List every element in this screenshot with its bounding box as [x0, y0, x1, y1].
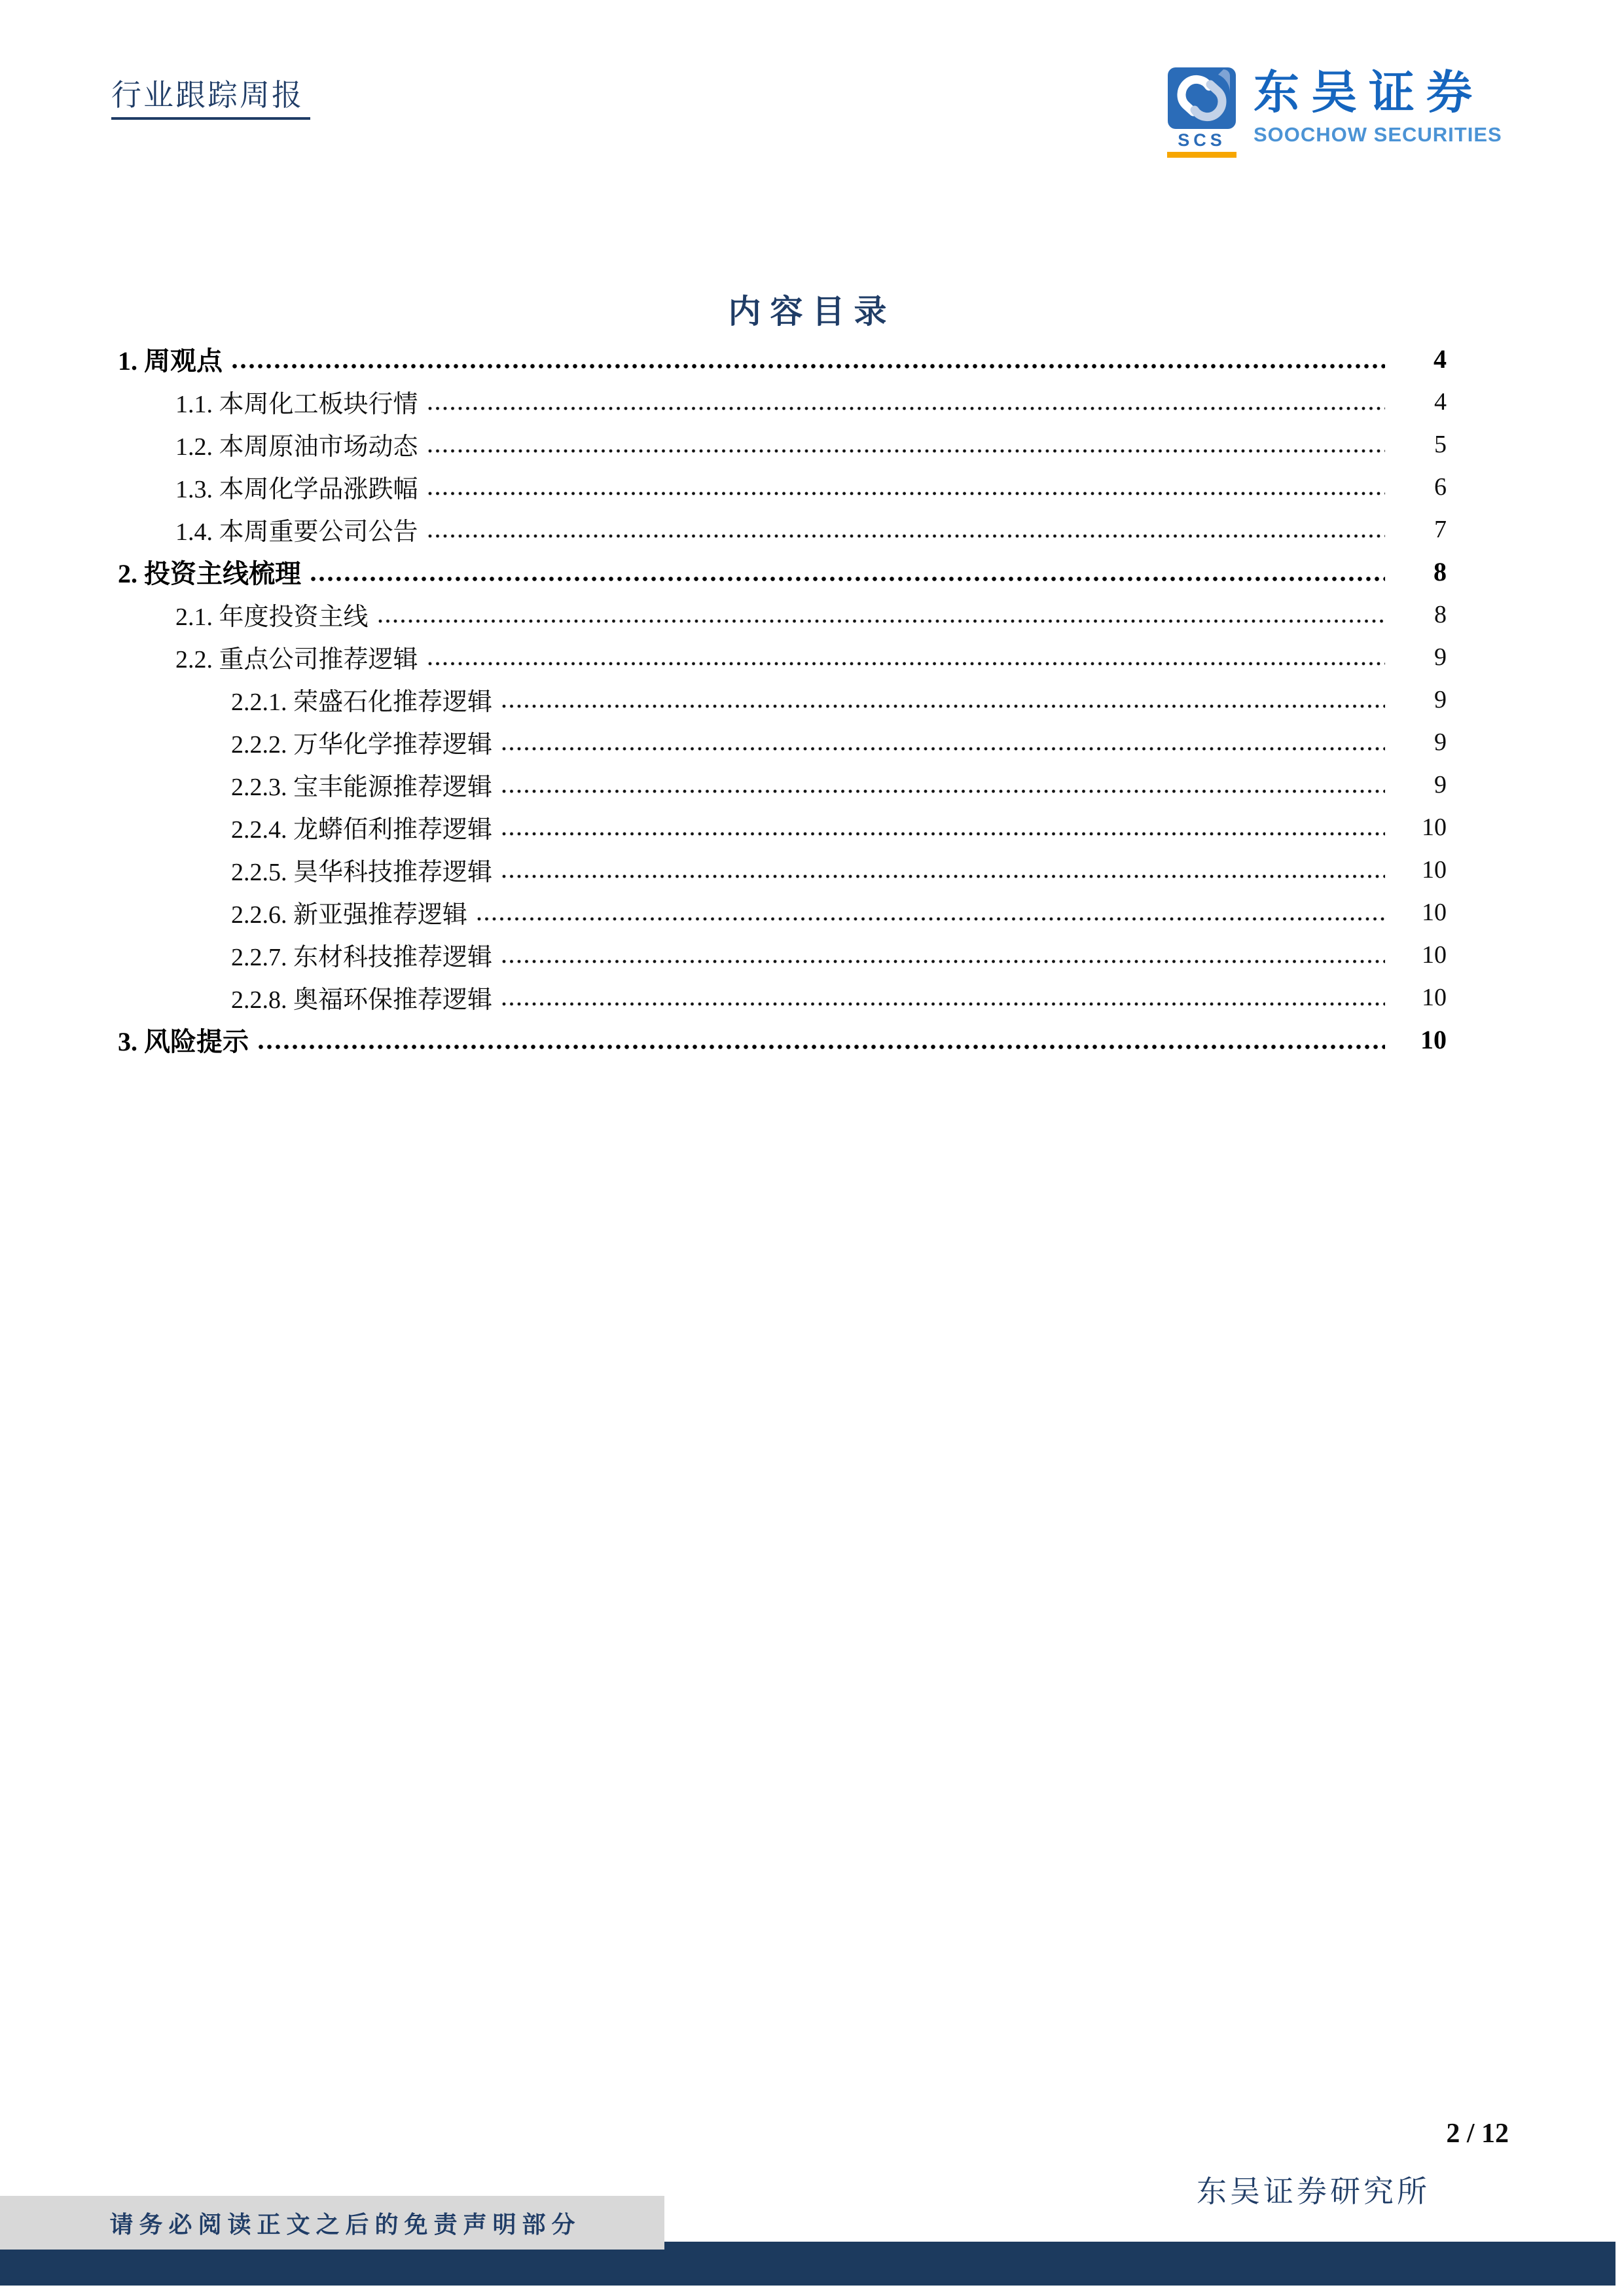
toc-entry-label: 2.2.8. 奥福环保推荐逻辑 — [231, 986, 493, 1014]
toc-row[interactable] — [108, 508, 1447, 550]
toc-leader-dots — [427, 533, 1385, 539]
footer-disclaimer-text: 请务必阅读正文之后的免责声明部分 — [109, 2211, 581, 2238]
toc-row[interactable] — [108, 721, 1447, 763]
toc-leader-dots — [501, 831, 1385, 836]
toc-page-number: 10 — [1422, 983, 1447, 1011]
toc-entry-label: 1.1. 本周化工板块行情 — [175, 391, 418, 418]
toc-entry-label: 3. 风险提示 — [118, 1027, 249, 1056]
toc-page-number: 4 — [1434, 387, 1447, 416]
toc-page-number: 9 — [1434, 643, 1447, 671]
toc-entry-label: 2.2.5. 昊华科技推荐逻辑 — [231, 859, 493, 886]
toc-row[interactable] — [108, 593, 1447, 636]
toc-page-number: 7 — [1434, 515, 1447, 543]
toc-entry-label: 2.2.6. 新亚强推荐逻辑 — [231, 901, 468, 929]
toc-leader-dots — [378, 619, 1385, 624]
toc-page-number: 10 — [1422, 855, 1447, 884]
toc-row[interactable] — [108, 933, 1447, 976]
toc-row[interactable] — [108, 806, 1447, 848]
toc-page-number: 9 — [1434, 728, 1447, 756]
toc-leader-dots — [501, 959, 1385, 964]
toc-entry-label: 2.2.3. 宝丰能源推荐逻辑 — [231, 774, 493, 801]
toc-row[interactable] — [108, 465, 1447, 508]
toc-leader-dots — [427, 661, 1385, 666]
toc-page-number: 5 — [1434, 430, 1447, 458]
toc-entry-label: 1.2. 本周原油市场动态 — [175, 433, 418, 461]
company-logo — [1167, 67, 1502, 158]
toc-page-number: 10 — [1420, 1025, 1447, 1054]
logo-company-name-en: SOOCHOW SECURITIES — [1254, 123, 1502, 146]
toc-page-number: 4 — [1434, 344, 1447, 374]
toc-entry-label: 2.2.1. 荣盛石化推荐逻辑 — [231, 689, 493, 716]
toc-leader-dots — [501, 746, 1385, 751]
toc-page-number: 9 — [1434, 685, 1447, 713]
toc-leader-dots — [427, 406, 1385, 411]
toc-leader-dots — [258, 1044, 1385, 1050]
toc-entry-label: 1.3. 本周化学品涨跌幅 — [175, 476, 418, 503]
logo-company-name-cn: 东吴证券 — [1254, 68, 1484, 118]
footer-institute: 东吴证券研究所 — [1197, 2175, 1430, 2208]
toc-entry-label: 2.2.4. 龙蟒佰利推荐逻辑 — [231, 816, 493, 844]
toc-page-number: 8 — [1434, 557, 1447, 586]
footer-disclaimer-bar — [0, 2196, 664, 2250]
toc-page-number: 8 — [1434, 600, 1447, 628]
toc-leader-dots — [477, 916, 1385, 922]
toc-leader-dots — [501, 704, 1385, 709]
toc-page-number: 10 — [1422, 898, 1447, 926]
toc-row[interactable] — [108, 550, 1447, 593]
toc-entry-label: 2. 投资主线梳理 — [118, 559, 301, 588]
toc-leader-dots — [501, 789, 1385, 794]
toc-row[interactable] — [108, 976, 1447, 1018]
toc-row[interactable] — [108, 636, 1447, 678]
report-type-label: 行业跟踪周报 — [111, 77, 310, 120]
toc-entry-label: 2.2.2. 万华化学推荐逻辑 — [231, 731, 493, 759]
toc-entry-label: 2.1. 年度投资主线 — [175, 603, 369, 631]
logo-orange-bar — [1167, 152, 1236, 158]
toc-page-number: 6 — [1434, 473, 1447, 501]
logo-wordmark — [1254, 67, 1502, 147]
scs-logo-icon — [1167, 67, 1236, 130]
toc-row[interactable] — [108, 848, 1447, 891]
toc-row[interactable] — [108, 380, 1447, 423]
toc-leader-dots — [501, 874, 1385, 879]
toc-leader-dots — [427, 491, 1385, 496]
logo-mark — [1167, 67, 1236, 158]
toc-list — [108, 338, 1447, 1061]
toc-leader-dots — [501, 1001, 1385, 1007]
toc-row[interactable] — [108, 423, 1447, 465]
toc-page-number: 9 — [1434, 770, 1447, 798]
footer-page-indicator: 2 / 12 — [1446, 2119, 1509, 2149]
toc-entry-label: 1. 周观点 — [118, 346, 223, 376]
toc-page-number: 10 — [1422, 941, 1447, 969]
toc-entry-label: 2.2. 重点公司推荐逻辑 — [175, 646, 418, 673]
toc-leader-dots — [310, 576, 1385, 582]
toc-row[interactable] — [108, 678, 1447, 721]
toc-entry-label: 1.4. 本周重要公司公告 — [175, 518, 418, 546]
toc-leader-dots — [232, 363, 1385, 369]
toc-row[interactable] — [108, 1018, 1447, 1061]
toc-row[interactable] — [108, 338, 1447, 380]
toc-row[interactable] — [108, 891, 1447, 933]
toc-row[interactable] — [108, 763, 1447, 806]
logo-scs-text: SCS — [1178, 130, 1226, 150]
toc-title: 内容目录 — [728, 293, 896, 330]
toc-leader-dots — [427, 448, 1385, 454]
toc-page-number: 10 — [1422, 813, 1447, 841]
toc-entry-label: 2.2.7. 东材科技推荐逻辑 — [231, 944, 493, 971]
